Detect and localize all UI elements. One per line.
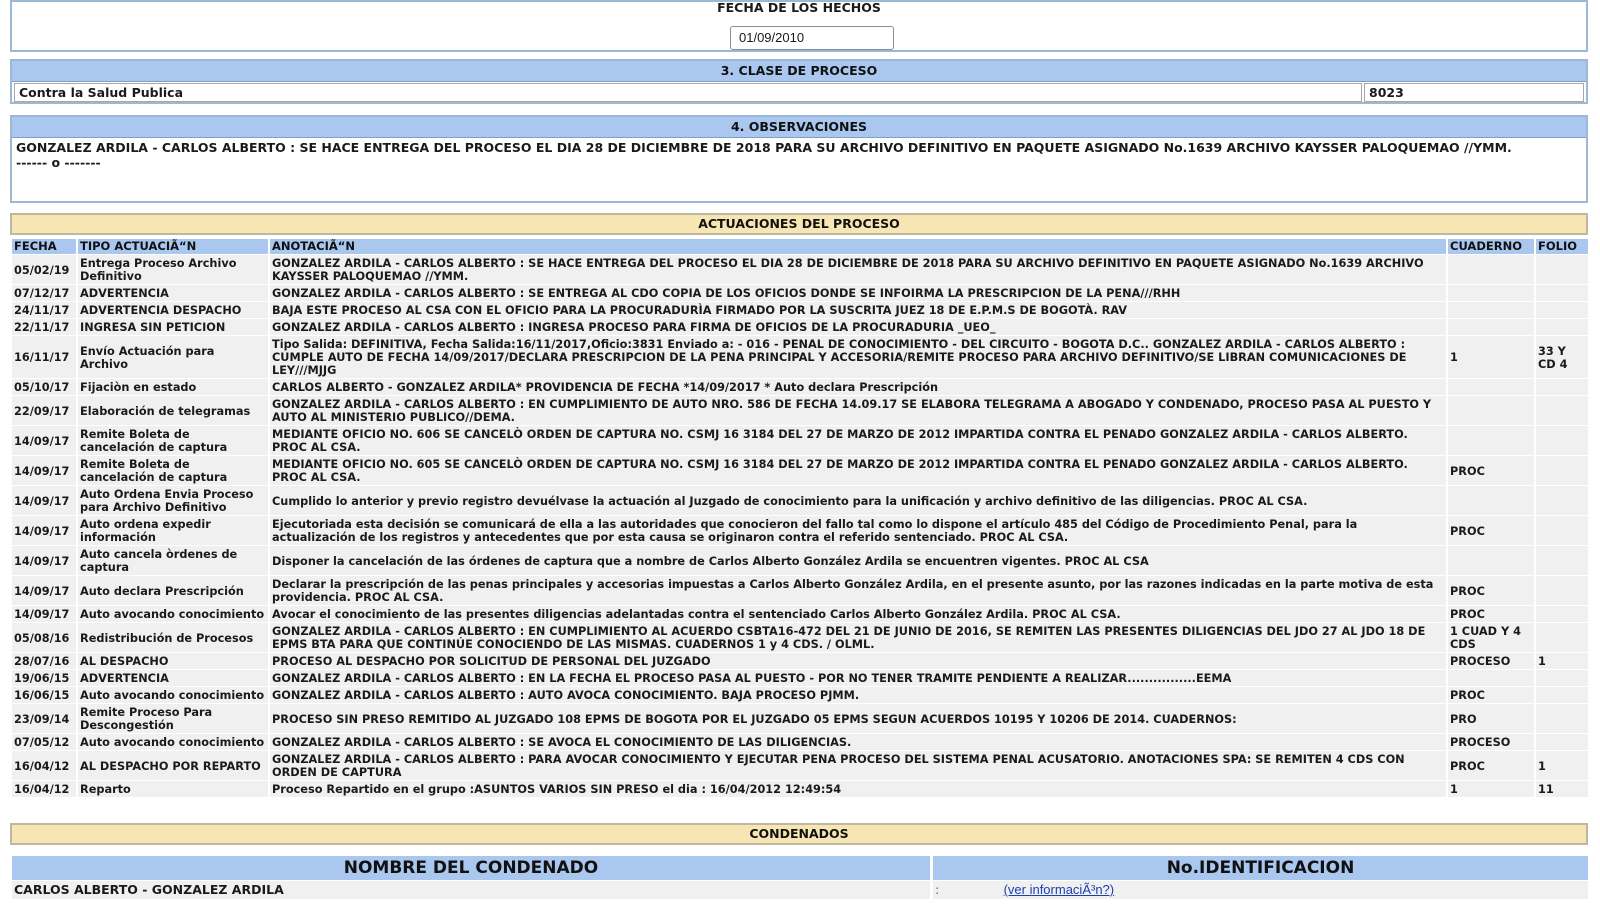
cell-cuaderno: PROC: [1448, 456, 1534, 485]
col-tipo: TIPO ACTUACIÃ“N: [78, 239, 268, 254]
cell-fecha: 16/04/12: [12, 751, 76, 780]
cell-folio: 11: [1536, 781, 1588, 797]
actuaciones-body: [12, 255, 1588, 797]
cell-folio: 1: [1536, 653, 1588, 669]
table-row: [12, 516, 1588, 545]
cell-anotacion: GONZALEZ ARDILA - CARLOS ALBERTO : INGRESA PROCESO PARA FIRMA DE OFICIOS DE LA PROCURADURIA _UEO_: [270, 319, 1446, 335]
condenado-id-cell: [933, 881, 1588, 899]
table-row: [12, 704, 1588, 733]
cell-cuaderno: [1448, 285, 1534, 301]
cell-tipo: Remite Proceso Para Descongestión: [78, 704, 268, 733]
table-row: [12, 606, 1588, 622]
cell-tipo: Auto declara Prescripción: [78, 576, 268, 605]
cell-tipo: ADVERTENCIA: [78, 285, 268, 301]
cell-fecha: 16/04/12: [12, 781, 76, 797]
observaciones-text: GONZALEZ ARDILA - CARLOS ALBERTO : SE HACE ENTREGA DEL PROCESO EL DIA 28 DE DICIEMBRE DE 2018 PARA SU ARCHIVO DEFINITIVO EN PAQUETE ASIGNADO No.1639 ARCHIVO KAYSSER PALOQUEMAO //YMM. ------ o -------: [16, 140, 1512, 170]
condenado-id-header: No.IDENTIFICACION: [933, 856, 1588, 880]
cell-fecha: 14/09/17: [12, 606, 76, 622]
cell-folio: [1536, 255, 1588, 284]
cell-cuaderno: [1448, 670, 1534, 686]
col-anotacion: ANOTACIÃ“N: [270, 239, 1446, 254]
cell-fecha: 14/09/17: [12, 546, 76, 575]
clase-proceso-panel: [10, 59, 1588, 104]
table-row: [12, 546, 1588, 575]
cell-fecha: 07/12/17: [12, 285, 76, 301]
cell-tipo: Remite Boleta de cancelación de captura: [78, 456, 268, 485]
cell-fecha: 28/07/16: [12, 653, 76, 669]
table-row: [12, 781, 1588, 797]
cell-anotacion: Declarar la prescripción de las penas principales y accesorias impuestas a Carlos Alberto González Ardila, en el presente asunto, por las razones indicadas en la parte motiva de esta providencia. PROC AL CSA.: [270, 576, 1446, 605]
cell-anotacion: MEDIANTE OFICIO NO. 606 SE CANCELÒ ORDEN DE CAPTURA NO. CSMJ 16 3184 DEL 27 DE MARZO DE 2012 IMPARTIDA CONTRA EL PENADO GONZALEZ ARDILA - CARLOS ALBERTO. PROC AL CSA.: [270, 426, 1446, 455]
cell-cuaderno: [1448, 486, 1534, 515]
cell-folio: [1536, 456, 1588, 485]
hechos-title: FECHA DE LOS HECHOS: [717, 0, 881, 15]
cell-anotacion: Proceso Repartido en el grupo :ASUNTOS VARIOS SIN PRESO el dia : 16/04/2012 12:49:54: [270, 781, 1446, 797]
cell-tipo: Redistribución de Procesos: [78, 623, 268, 652]
cell-tipo: ADVERTENCIA DESPACHO: [78, 302, 268, 318]
cell-fecha: 22/09/17: [12, 396, 76, 425]
cell-anotacion: GONZALEZ ARDILA - CARLOS ALBERTO : SE ENTREGA AL CDO COPIA DE LOS OFICIOS DONDE SE INFOIRMA LA PRESCRIPCION DE LA PENA///RHH: [270, 285, 1446, 301]
cell-anotacion: Tipo Salida: DEFINITIVA, Fecha Salida:16/11/2017,Oficio:3831 Enviado a: - 016 - PENAL DE CONOCIMIENTO - DEL CIRCUITO - BOGOTA D.C.. GONZALEZ ARDILA - CARLOS ALBERTO : CUMPLE AUTO DE FECHA 14/09/2017/DECLARA PRESCRIPCION DE LA PENA PRINCIPAL Y ACCESORIA/REMITE PROCESO PARA ARCHIVO DEFINITIVO/SE LIBRAN COMUNICACIONES DE LEY///MJJG: [270, 336, 1446, 378]
cell-tipo: AL DESPACHO: [78, 653, 268, 669]
cell-anotacion: GONZALEZ ARDILA - CARLOS ALBERTO : AUTO AVOCA CONOCIMIENTO. BAJA PROCESO PJMM.: [270, 687, 1446, 703]
cell-folio: [1536, 687, 1588, 703]
condenado-nombre: CARLOS ALBERTO - GONZALEZ ARDILA: [12, 881, 930, 899]
actuaciones-table: [10, 238, 1590, 798]
table-row: [12, 687, 1588, 703]
cell-cuaderno: [1448, 302, 1534, 318]
cell-anotacion: GONZALEZ ARDILA - CARLOS ALBERTO : EN LA FECHA EL PROCESO PASA AL PUESTO - POR NO TENER TRAMITE PENDIENTE A REALIZAR................EEMA: [270, 670, 1446, 686]
col-fecha: FECHA: [12, 239, 76, 254]
cell-fecha: 16/11/17: [12, 336, 76, 378]
cell-tipo: ADVERTENCIA: [78, 670, 268, 686]
cell-anotacion: GONZALEZ ARDILA - CARLOS ALBERTO : EN CUMPLIMIENTO DE AUTO NRO. 586 DE FECHA 14.09.17 SE ELABORA TELEGRAMA A ABOGADO Y CONDENADO, PROCESO PASA AL PUESTO Y AUTO AL MINISTERIO PUBLICO//DEMA.: [270, 396, 1446, 425]
cell-tipo: Elaboración de telegramas: [78, 396, 268, 425]
cell-tipo: Auto Ordena Envia Proceso para Archivo Definitivo: [78, 486, 268, 515]
cell-folio: 1: [1536, 751, 1588, 780]
table-row: [12, 576, 1588, 605]
cell-anotacion: BAJA ESTE PROCESO AL CSA CON EL OFICIO PARA LA PROCURADURÌA FIRMADO POR LA SUSCRITA JUEZ 18 DE E.P.M.S DE BOGOTÀ. RAV: [270, 302, 1446, 318]
cell-fecha: 19/06/15: [12, 670, 76, 686]
cell-cuaderno: PROC: [1448, 751, 1534, 780]
cell-fecha: 14/09/17: [12, 456, 76, 485]
table-row: [12, 751, 1588, 780]
cell-cuaderno: [1448, 319, 1534, 335]
cell-folio: [1536, 319, 1588, 335]
cell-fecha: 16/06/15: [12, 687, 76, 703]
cell-cuaderno: PROC: [1448, 576, 1534, 605]
cell-cuaderno: 1 CUAD Y 4 CDS: [1448, 623, 1534, 652]
cell-cuaderno: [1448, 396, 1534, 425]
table-row: [12, 426, 1588, 455]
cell-folio: [1536, 734, 1588, 750]
cell-folio: [1536, 670, 1588, 686]
clase-proceso-title: 3. CLASE DE PROCESO: [12, 61, 1586, 82]
cell-anotacion: Cumplido lo anterior y previo registro devuélvase la actuación al Juzgado de conocimiento para la unificación y archivo definitivo de las diligencias. PROC AL CSA.: [270, 486, 1446, 515]
cell-tipo: Fijaciòn en estado: [78, 379, 268, 395]
cell-anotacion: Disponer la cancelación de las órdenes de captura que a nombre de Carlos Alberto González Ardila se encuentren vigentes. PROC AL CSA: [270, 546, 1446, 575]
cell-folio: [1536, 516, 1588, 545]
cell-folio: [1536, 623, 1588, 652]
cell-fecha: 05/10/17: [12, 379, 76, 395]
cell-tipo: Auto avocando conocimiento: [78, 606, 268, 622]
cell-folio: [1536, 302, 1588, 318]
cell-cuaderno: [1448, 379, 1534, 395]
condenado-id-value: :: [935, 882, 940, 897]
table-row: [12, 285, 1588, 301]
cell-anotacion: Avocar el conocimiento de las presentes diligencias adelantadas contra el sentenciado Carlos Alberto González Ardila. PROC AL CSA.: [270, 606, 1446, 622]
cell-cuaderno: PROC: [1448, 516, 1534, 545]
cell-anotacion: MEDIANTE OFICIO NO. 605 SE CANCELÒ ORDEN DE CAPTURA NO. CSMJ 16 3184 DEL 27 DE MARZO DE 2012 IMPARTIDA CONTRA EL PENADO GONZALEZ ARDILA - CARLOS ALBERTO. PROC AL CSA.: [270, 456, 1446, 485]
cell-anotacion: GONZALEZ ARDILA - CARLOS ALBERTO : SE HACE ENTREGA DEL PROCESO EL DIA 28 DE DICIEMBRE DE 2018 PARA SU ARCHIVO DEFINITIVO EN PAQUETE ASIGNADO No.1639 ARCHIVO KAYSSER PALOQUEMAO //YMM.: [270, 255, 1446, 284]
cell-tipo: AL DESPACHO POR REPARTO: [78, 751, 268, 780]
condenado-nombre-header: NOMBRE DEL CONDENADO: [12, 856, 930, 880]
cell-tipo: Auto avocando conocimiento: [78, 734, 268, 750]
cell-tipo: Reparto: [78, 781, 268, 797]
table-row: [12, 255, 1588, 284]
cell-anotacion: GONZALEZ ARDILA - CARLOS ALBERTO : PARA AVOCAR CONOCIMIENTO Y EJECUTAR PENA PROCESO DEL SISTEMA PENAL ACUSATORIO. ANOTACIONES SPA: SE REMITEN 4 CDS CON ORDEN DE CAPTURA: [270, 751, 1446, 780]
cell-cuaderno: [1448, 255, 1534, 284]
observaciones-panel: [10, 115, 1588, 203]
hechos-date-field[interactable]: 01/09/2010: [730, 26, 894, 50]
cell-fecha: 14/09/17: [12, 516, 76, 545]
cell-folio: [1536, 606, 1588, 622]
cell-fecha: 24/11/17: [12, 302, 76, 318]
table-row: [12, 456, 1588, 485]
observaciones-title: 4. OBSERVACIONES: [12, 117, 1586, 138]
cell-folio: [1536, 426, 1588, 455]
cell-anotacion: PROCESO AL DESPACHO POR SOLICITUD DE PERSONAL DEL JUZGADO: [270, 653, 1446, 669]
actuaciones-header-row: [12, 239, 1588, 254]
table-row: [12, 396, 1588, 425]
table-row: [12, 653, 1588, 669]
cell-fecha: 14/09/17: [12, 426, 76, 455]
cell-cuaderno: PRO: [1448, 704, 1534, 733]
cell-anotacion: Ejecutoriada esta decisión se comunicará de ella a las autoridades que conocieron del fallo tal como lo dispone el artículo 485 del Código de Procedimiento Penal, para la actualización de los registros y antecedentes que por esta causa se originaron contra el referido sentenciado. PROC AL CSA.: [270, 516, 1446, 545]
table-row: [12, 302, 1588, 318]
table-row: [12, 379, 1588, 395]
cell-tipo: Remite Boleta de cancelación de captura: [78, 426, 268, 455]
cell-tipo: Envío Actuación para Archivo: [78, 336, 268, 378]
cell-fecha: 05/08/16: [12, 623, 76, 652]
cell-cuaderno: PROC: [1448, 687, 1534, 703]
cell-folio: [1536, 285, 1588, 301]
cell-cuaderno: 1: [1448, 336, 1534, 378]
cell-cuaderno: [1448, 546, 1534, 575]
actuaciones-title: ACTUACIONES DEL PROCESO: [10, 213, 1588, 235]
table-row: [12, 623, 1588, 652]
cell-fecha: 14/09/17: [12, 486, 76, 515]
cell-fecha: 22/11/17: [12, 319, 76, 335]
cell-cuaderno: [1448, 426, 1534, 455]
cell-anotacion: CARLOS ALBERTO - GONZALEZ ARDILA* PROVIDENCIA DE FECHA *14/09/2017 * Auto declara Prescripción: [270, 379, 1446, 395]
cell-cuaderno: PROC: [1448, 606, 1534, 622]
cell-folio: [1536, 486, 1588, 515]
ver-informacion-link[interactable]: (ver informaciÃ³n?): [1003, 882, 1115, 897]
col-cuaderno: CUADERNO: [1448, 239, 1534, 254]
cell-folio: [1536, 704, 1588, 733]
cell-anotacion: GONZALEZ ARDILA - CARLOS ALBERTO : EN CUMPLIMIENTO AL ACUERDO CSBTA16-472 DEL 21 DE JUNIO DE 2016, SE REMITEN LAS PRESENTES DILIGENCIAS DEL JDO 27 AL JDO 18 DE EPMS BTA PARA QUE CONTINÚE CONOCIENDO DE LAS MISMAS. CUADERNOS 1 y 4 CDS. / OLML.: [270, 623, 1446, 652]
cell-cuaderno: 1: [1448, 781, 1534, 797]
cell-cuaderno: PROCESO: [1448, 653, 1534, 669]
condenados-title: CONDENADOS: [10, 823, 1588, 845]
cell-folio: [1536, 396, 1588, 425]
cell-folio: [1536, 546, 1588, 575]
cell-fecha: 14/09/17: [12, 576, 76, 605]
cell-anotacion: GONZALEZ ARDILA - CARLOS ALBERTO : SE AVOCA EL CONOCIMIENTO DE LAS DILIGENCIAS.: [270, 734, 1446, 750]
cell-folio: 33 Y CD 4: [1536, 336, 1588, 378]
cell-anotacion: PROCESO SIN PRESO REMITIDO AL JUZGADO 108 EPMS DE BOGOTA POR EL JUZGADO 05 EPMS SEGUN ACUERDOS 10195 Y 10206 DE 2014. CUADERNOS:: [270, 704, 1446, 733]
cell-tipo: Auto cancela òrdenes de captura: [78, 546, 268, 575]
table-row: [12, 734, 1588, 750]
hechos-panel: [10, 0, 1588, 52]
table-row: [12, 486, 1588, 515]
table-row: [12, 319, 1588, 335]
clase-proceso-name: Contra la Salud Publica: [14, 83, 1362, 102]
cell-fecha: 07/05/12: [12, 734, 76, 750]
cell-fecha: 23/09/14: [12, 704, 76, 733]
col-folio: FOLIO: [1536, 239, 1588, 254]
cell-folio: [1536, 576, 1588, 605]
table-row: [12, 670, 1588, 686]
cell-fecha: 05/02/19: [12, 255, 76, 284]
clase-proceso-code: 8023: [1364, 83, 1584, 102]
cell-tipo: Entrega Proceso Archivo Definitivo: [78, 255, 268, 284]
cell-tipo: Auto ordena expedir información: [78, 516, 268, 545]
cell-folio: [1536, 379, 1588, 395]
cell-tipo: Auto avocando conocimiento: [78, 687, 268, 703]
cell-cuaderno: PROCESO: [1448, 734, 1534, 750]
cell-tipo: INGRESA SIN PETICION: [78, 319, 268, 335]
table-row: [12, 336, 1588, 378]
